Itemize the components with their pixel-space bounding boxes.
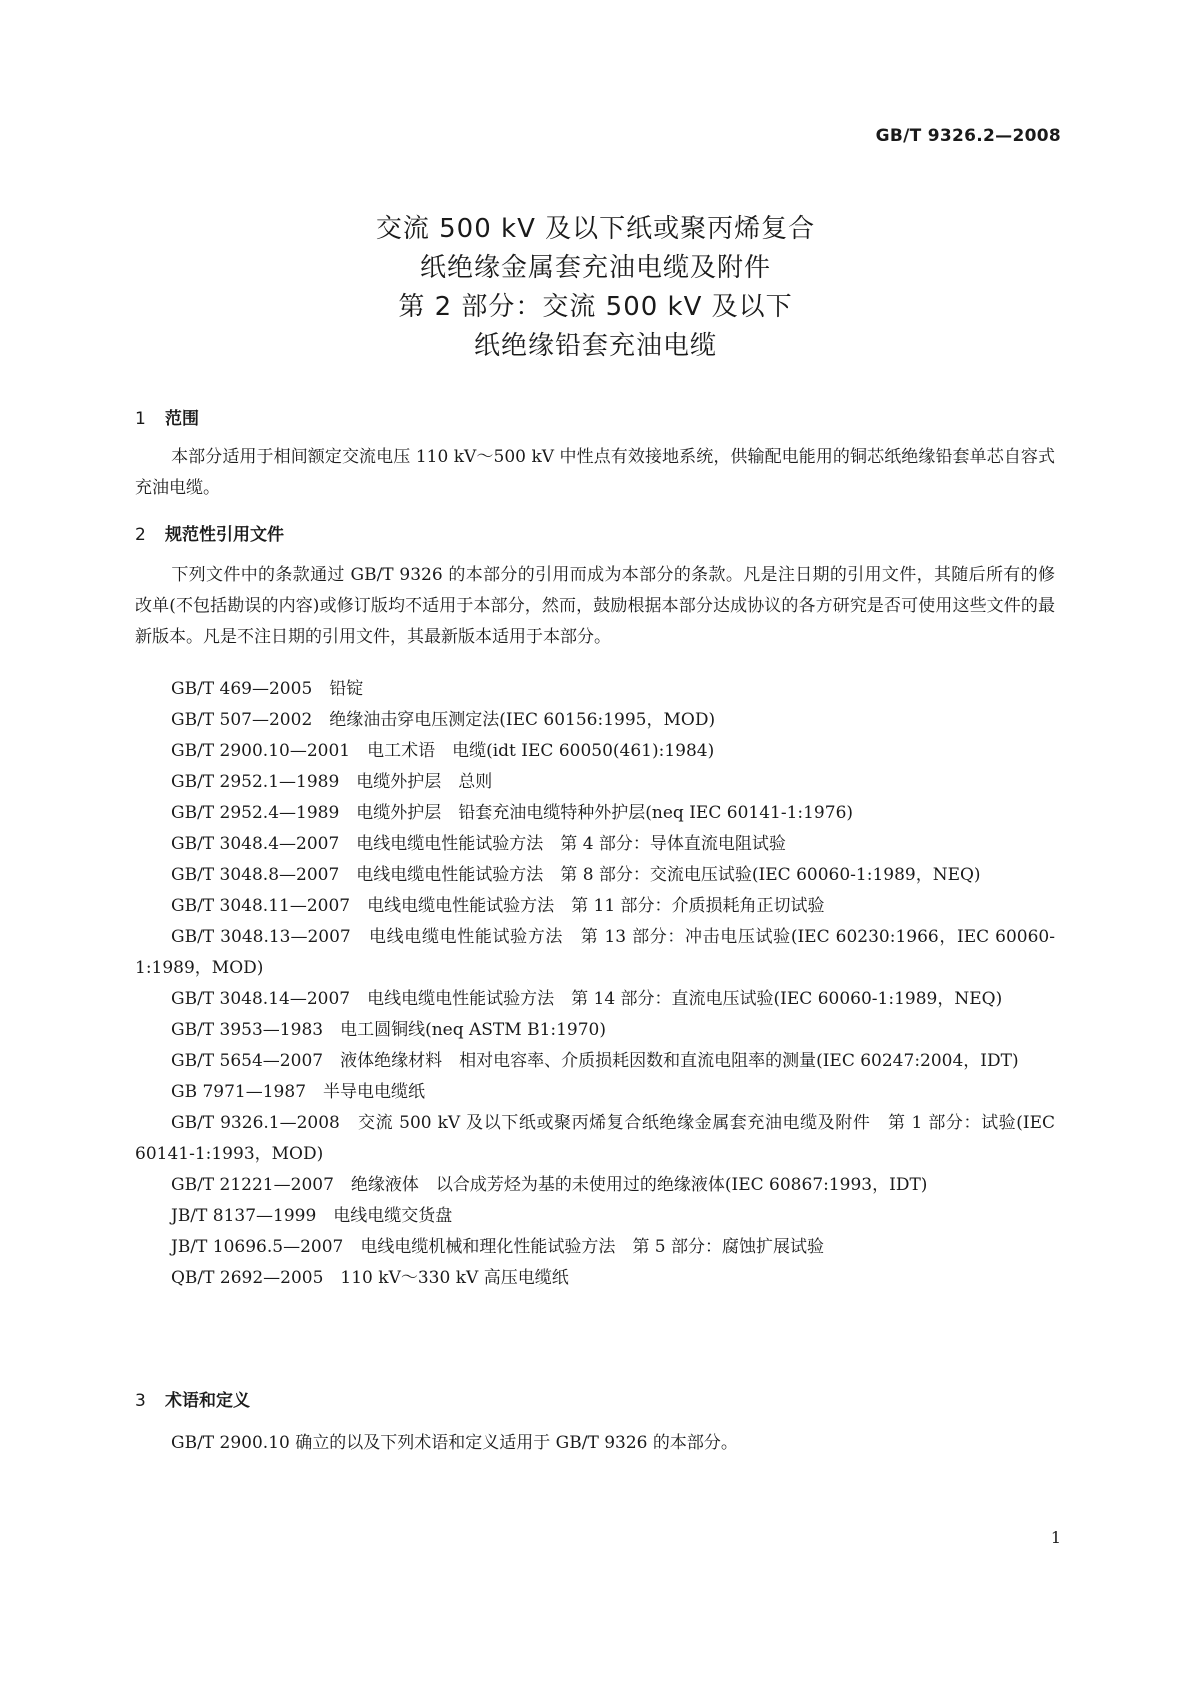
title-line: 交流 500 kV 及以下纸或聚丙烯复合 (375, 214, 816, 244)
title-line: 第 2 部分：交流 500 kV 及以下 (398, 292, 793, 322)
section-number: 1 (135, 409, 146, 429)
reference-item: QB/T 2692—2005 110 kV～330 kV 高压电缆纸 (171, 1268, 569, 1288)
reference-item: GB/T 2952.4—1989 电缆外护层 铅套充油电缆特种外护层(neq IEC 60141-1:1976) (171, 803, 854, 823)
reference-item: GB/T 3048.14—2007 电线电缆电性能试验方法 第 14 部分：直流电压试验(IEC 60060-1:1989，NEQ) (171, 989, 1003, 1009)
reference-item: GB/T 3048.11—2007 电线电缆电性能试验方法 第 11 部分：介质损耗角正切试验 (171, 896, 825, 916)
section-paragraph-references (135, 560, 1055, 653)
section-title: 术语和定义 (165, 1391, 250, 1411)
section-paragraph-scope (135, 442, 1055, 504)
reference-item: GB/T 21221—2007 绝缘液体 以合成芳烃为基的未使用过的绝缘液体(IEC 60867:1993，IDT) (171, 1175, 928, 1195)
section-number: 3 (135, 1391, 146, 1411)
paragraph-text: 下列文件中的条款通过 GB/T 9326 的本部分的引用而成为本部分的条款。凡是注日期的引用文件，其随后所有的修改单(不包括勘误的内容)或修订版均不适用于本部分，然而，鼓励根据本部分达成协议的各方研究是否可使用这些文件的最新版本。凡是不注日期的引用文件，其最新版本适用于本部分。 (135, 565, 1055, 647)
section-heading-normative-references (135, 520, 284, 545)
section-heading-scope (135, 404, 199, 429)
reference-item: GB/T 469—2005 铅锭 (171, 679, 364, 699)
section-number: 2 (135, 525, 146, 545)
reference-item: GB/T 2900.10—2001 电工术语 电缆(idt IEC 60050(461):1984) (171, 741, 715, 761)
standard-code: GB/T 9326.2—2008 (875, 126, 1061, 146)
title-line: 纸绝缘金属套充油电缆及附件 (419, 253, 771, 283)
document-title (0, 210, 1191, 366)
reference-item: GB 7971—1987 半导电电缆纸 (171, 1082, 426, 1102)
reference-item: GB/T 9326.1—2008 交流 500 kV 及以下纸或聚丙烯复合纸绝缘金属套充油电缆及附件 第 1 部分：试验(IEC 60141-1:1993，MOD) (135, 1113, 1055, 1164)
title-line: 纸绝缘铅套充油电缆 (473, 331, 717, 361)
reference-item: GB/T 507—2002 绝缘油击穿电压测定法(IEC 60156:1995，MOD) (171, 710, 716, 730)
section-title: 规范性引用文件 (165, 525, 284, 545)
reference-item: JB/T 8137—1999 电线电缆交货盘 (171, 1206, 453, 1226)
reference-item: GB/T 3953—1983 电工圆铜线(neq ASTM B1:1970) (171, 1020, 607, 1040)
reference-item: GB/T 3048.8—2007 电线电缆电性能试验方法 第 8 部分：交流电压试验(IEC 60060-1:1989，NEQ) (171, 865, 981, 885)
reference-list (135, 674, 1055, 1294)
paragraph-text: GB/T 2900.10 确立的以及下列术语和定义适用于 GB/T 9326 的本部分。 (171, 1433, 738, 1453)
reference-item: JB/T 10696.5—2007 电线电缆机械和理化性能试验方法 第 5 部分：腐蚀扩展试验 (171, 1237, 824, 1257)
reference-item: GB/T 3048.4—2007 电线电缆电性能试验方法 第 4 部分：导体直流电阻试验 (171, 834, 786, 854)
section-title: 范围 (165, 409, 199, 429)
paragraph-text: 本部分适用于相间额定交流电压 110 kV～500 kV 中性点有效接地系统，供输配电能用的铜芯纸绝缘铅套单芯自容式充油电缆。 (135, 447, 1055, 498)
reference-item: GB/T 5654—2007 液体绝缘材料 相对电容率、介质损耗因数和直流电阻率的测量(IEC 60247:2004，IDT) (171, 1051, 1019, 1071)
page-number: 1 (1050, 1528, 1061, 1547)
section-paragraph-terms (135, 1428, 1055, 1459)
reference-item: GB/T 2952.1—1989 电缆外护层 总则 (171, 772, 493, 792)
reference-item: GB/T 3048.13—2007 电线电缆电性能试验方法 第 13 部分：冲击电压试验(IEC 60230:1966，IEC 60060-1:1989，MOD) (135, 927, 1055, 978)
section-heading-terms (135, 1386, 250, 1411)
